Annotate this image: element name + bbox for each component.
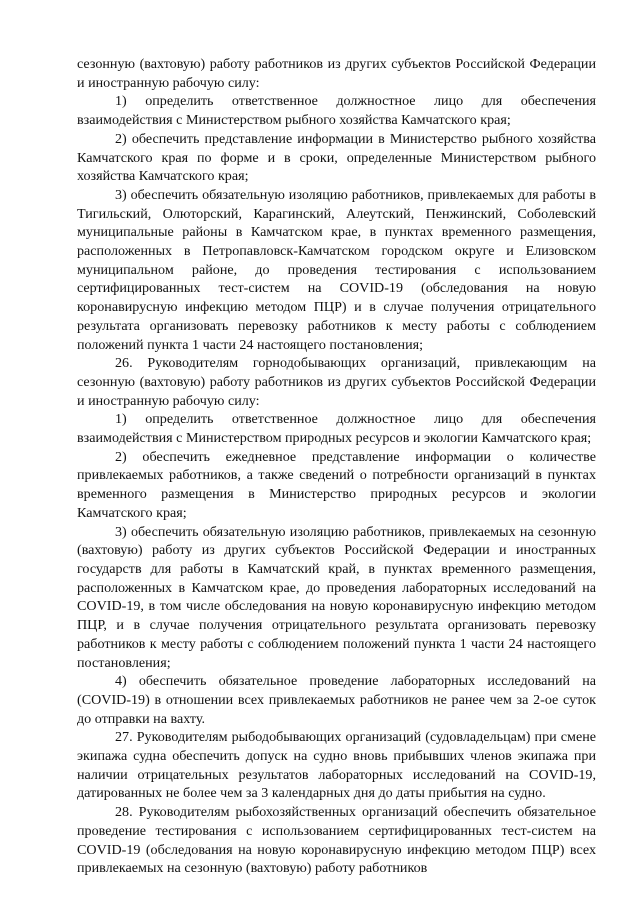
paragraph-26-item-2: 2) обеспечить ежедневное представление информации о количестве привлекаемых работников, а также сведений о потребности организаций в пунктах временного размещения в Министерство природных ресурсов и экологии Камчатского края; bbox=[77, 448, 596, 521]
paragraph-26-item-3: 3) обеспечить обязательную изоляцию работников, привлекаемых на сезонную (вахтовую) работу из других субъектов Российской Федерации и иностранных государств для работы в Камчатский край, в пунктах временного размещения, расположенных в Камчатском крае, до проведения лабораторных исследований на COVID-19, в том числе обследования на новую коронавирусную инфекцию методом ПЦР, и в случае получения отрицательного результата организовать перевозку работников к месту работы с соблюдением положений пункта 1 части 24 настоящего постановления; bbox=[77, 523, 596, 671]
paragraph-intro-continuation: сезонную (вахтовую) работу работников из других субъектов Российской Федерации и иностранную рабочую силу: bbox=[77, 56, 596, 91]
paragraph-28: 28. Руководителям рыбохозяйственных организаций обеспечить обязательное проведение тестирования с использованием сертифицированных тест-систем на COVID-19 (обследования на новую коронавирусную инфекцию методом ПЦР) всех привлекаемых на сезонную (вахтовую) работу работников bbox=[77, 804, 596, 877]
paragraph-26-item-4: 4) обеспечить обязательное проведение лабораторных исследований на (COVID-19) в отношении всех привлекаемых работников не ранее чем за 2-ое суток до отправки на вахту. bbox=[77, 673, 596, 727]
paragraph-25-item-1: 1) определить ответственное должностное лицо для обеспечения взаимодействия с Министерством рыбного хозяйства Камчатского края; bbox=[77, 93, 596, 129]
paragraph-27: 27. Руководителям рыбодобывающих организаций (судовладельцам) при смене экипажа судна обеспечить допуск на судно вновь прибывших членов экипажа при наличии отрицательных результатов лабораторных исследований на COVID-19, датированных не более чем за 3 календарных дня до даты прибытия на судно. bbox=[77, 729, 596, 802]
document-page bbox=[77, 55, 596, 878]
paragraph-25-item-3: 3) обеспечить обязательную изоляцию работников, привлекаемых для работы в Тигильский, Олюторский, Карагинский, Алеутский, Пенжинский, Соболевский муниципальные районы в Камчатском крае, в пунктах временного размещения, расположенных в Петропавловск-Камчатском городском округе и Елизовском муниципальном районе, до проведения тестирования с использованием сертифицированных тест-систем на COVID-19 (обследования на новую коронавирусную инфекцию методом ПЦР) и в случае получения отрицательного результата организовать перевозку работников к месту работы с соблюдением положений пункта 1 части 24 настоящего постановления; bbox=[77, 186, 596, 353]
paragraph-26-item-1: 1) определить ответственное должностное лицо для обеспечения взаимодействия с Министерством природных ресурсов и экологии Камчатского края; bbox=[77, 411, 596, 447]
paragraph-25-item-2: 2) обеспечить представление информации в Министерство рыбного хозяйства Камчатского края по форме и в сроки, определенные Министерством рыбного хозяйства Камчатского края; bbox=[77, 130, 596, 185]
paragraph-26: 26. Руководителям горнодобывающих организаций, привлекающим на сезонную (вахтовую) работу работников из других субъектов Российской Федерации и иностранную рабочую силу: bbox=[77, 355, 596, 409]
